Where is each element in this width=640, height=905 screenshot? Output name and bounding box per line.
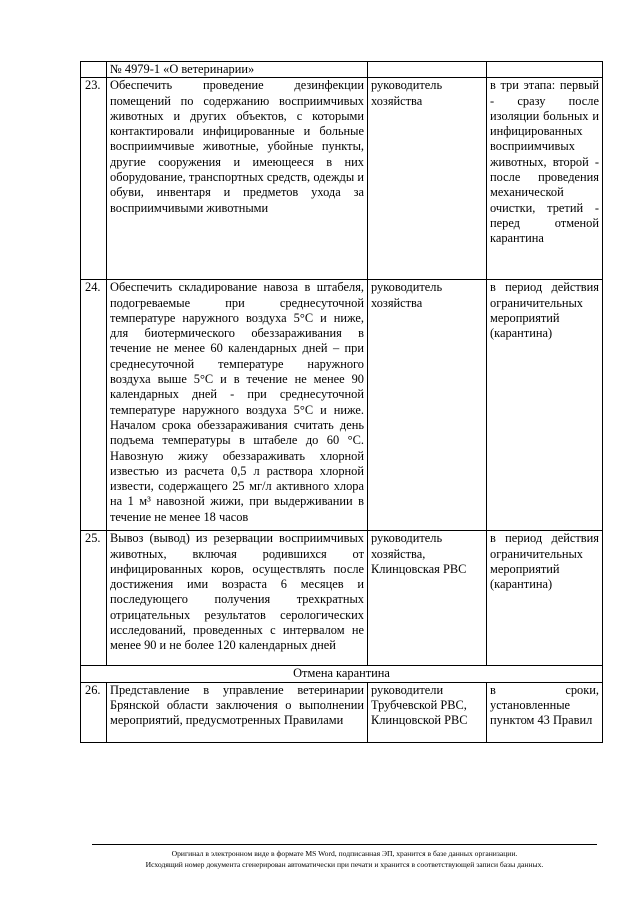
table-row (81, 682, 603, 742)
empty-cell (487, 62, 603, 78)
table-row-continuation (81, 62, 603, 78)
page-footer (92, 844, 597, 870)
term-text: в сроки, установленные пунктом 43 Правил (487, 682, 603, 742)
row-number: 26. (81, 682, 107, 742)
term-text: в три этапа: первый - сразу после изоляции больных и инфицированных восприимчивых животных, второй - после проведения механической очистки, третий - перед отменой карантина (487, 78, 603, 280)
table-row (81, 78, 603, 280)
section-header-row (81, 666, 603, 682)
responsible-text: руководитель хозяйства, Клинцовская РВС (368, 531, 487, 666)
continuation-text: № 4979-1 «О ветеринарии» (107, 62, 368, 78)
measure-text: Обеспечить складирование навоза в штабеля, подогреваемые при среднесуточной температуре наружного воздуха 5°С и ниже, для биотермического обеззараживания в течение не менее 60 календарных дней – при среднесуточной температуре наружного воздуха выше 5°С и в течение не менее 90 календарных дней - при среднесуточной температуре наружного воздуха 5°С и ниже. Началом срока обеззараживания считать день подъема температуры в штабеле до 60 °С. Навозную жижу обеззараживать хлорной известью из расчета 0,5 л раствора хлорной извести, содержащего 25 мг/л активного хлора на 1 м³ навозной жижи, при выдерживании в течение не менее 18 часов (107, 280, 368, 531)
footer-line-1: Оригинал в электронном виде в формате MS Word, подписанная ЭП, хранится в базе данных организации. (171, 849, 518, 858)
measures-table (80, 61, 603, 743)
measure-text: Вывоз (вывод) из резервации восприимчивых животных, включая родившихся от инфицированных коров, осуществлять после достижения ими возраста 6 месяцев и последующего получения трехкратных отрицательных результатов серологических исследований, проведенных с интервалом не менее 90 и не более 120 календарных дней (107, 531, 368, 666)
section-header: Отмена карантина (81, 666, 603, 682)
footer-line-2: Исходящий номер документа сгенерирован автоматически при печати и хранится в соответствующей записи базы данных. (145, 859, 544, 869)
responsible-text: руководители Трубчевской РВС, Клинцовской РВС (368, 682, 487, 742)
row-number: 24. (81, 280, 107, 531)
table-row (81, 531, 603, 666)
measure-text: Представление в управление ветеринарии Брянской области заключения о выполнении мероприятий, предусмотренных Правилами (107, 682, 368, 742)
row-number: 25. (81, 531, 107, 666)
responsible-text: руководитель хозяйства (368, 78, 487, 280)
empty-cell (81, 62, 107, 78)
empty-cell (368, 62, 487, 78)
responsible-text: руководитель хозяйства (368, 280, 487, 531)
measure-text: Обеспечить проведение дезинфекции помещений по содержанию восприимчивых животных и других объектов, с которыми контактировали инфицированные и больные восприимчивые животные, убойные пункты, другие сооружения и имеющееся в них оборудование, транспортных средств, одежды и обуви, инвентаря и предметов ухода за восприимчивыми животными (107, 78, 368, 280)
row-number: 23. (81, 78, 107, 280)
term-text: в период действия ограничительных мероприятий (карантина) (487, 280, 603, 531)
table-row (81, 280, 603, 531)
term-text: в период действия ограничительных мероприятий (карантина) (487, 531, 603, 666)
document-page (80, 61, 602, 743)
